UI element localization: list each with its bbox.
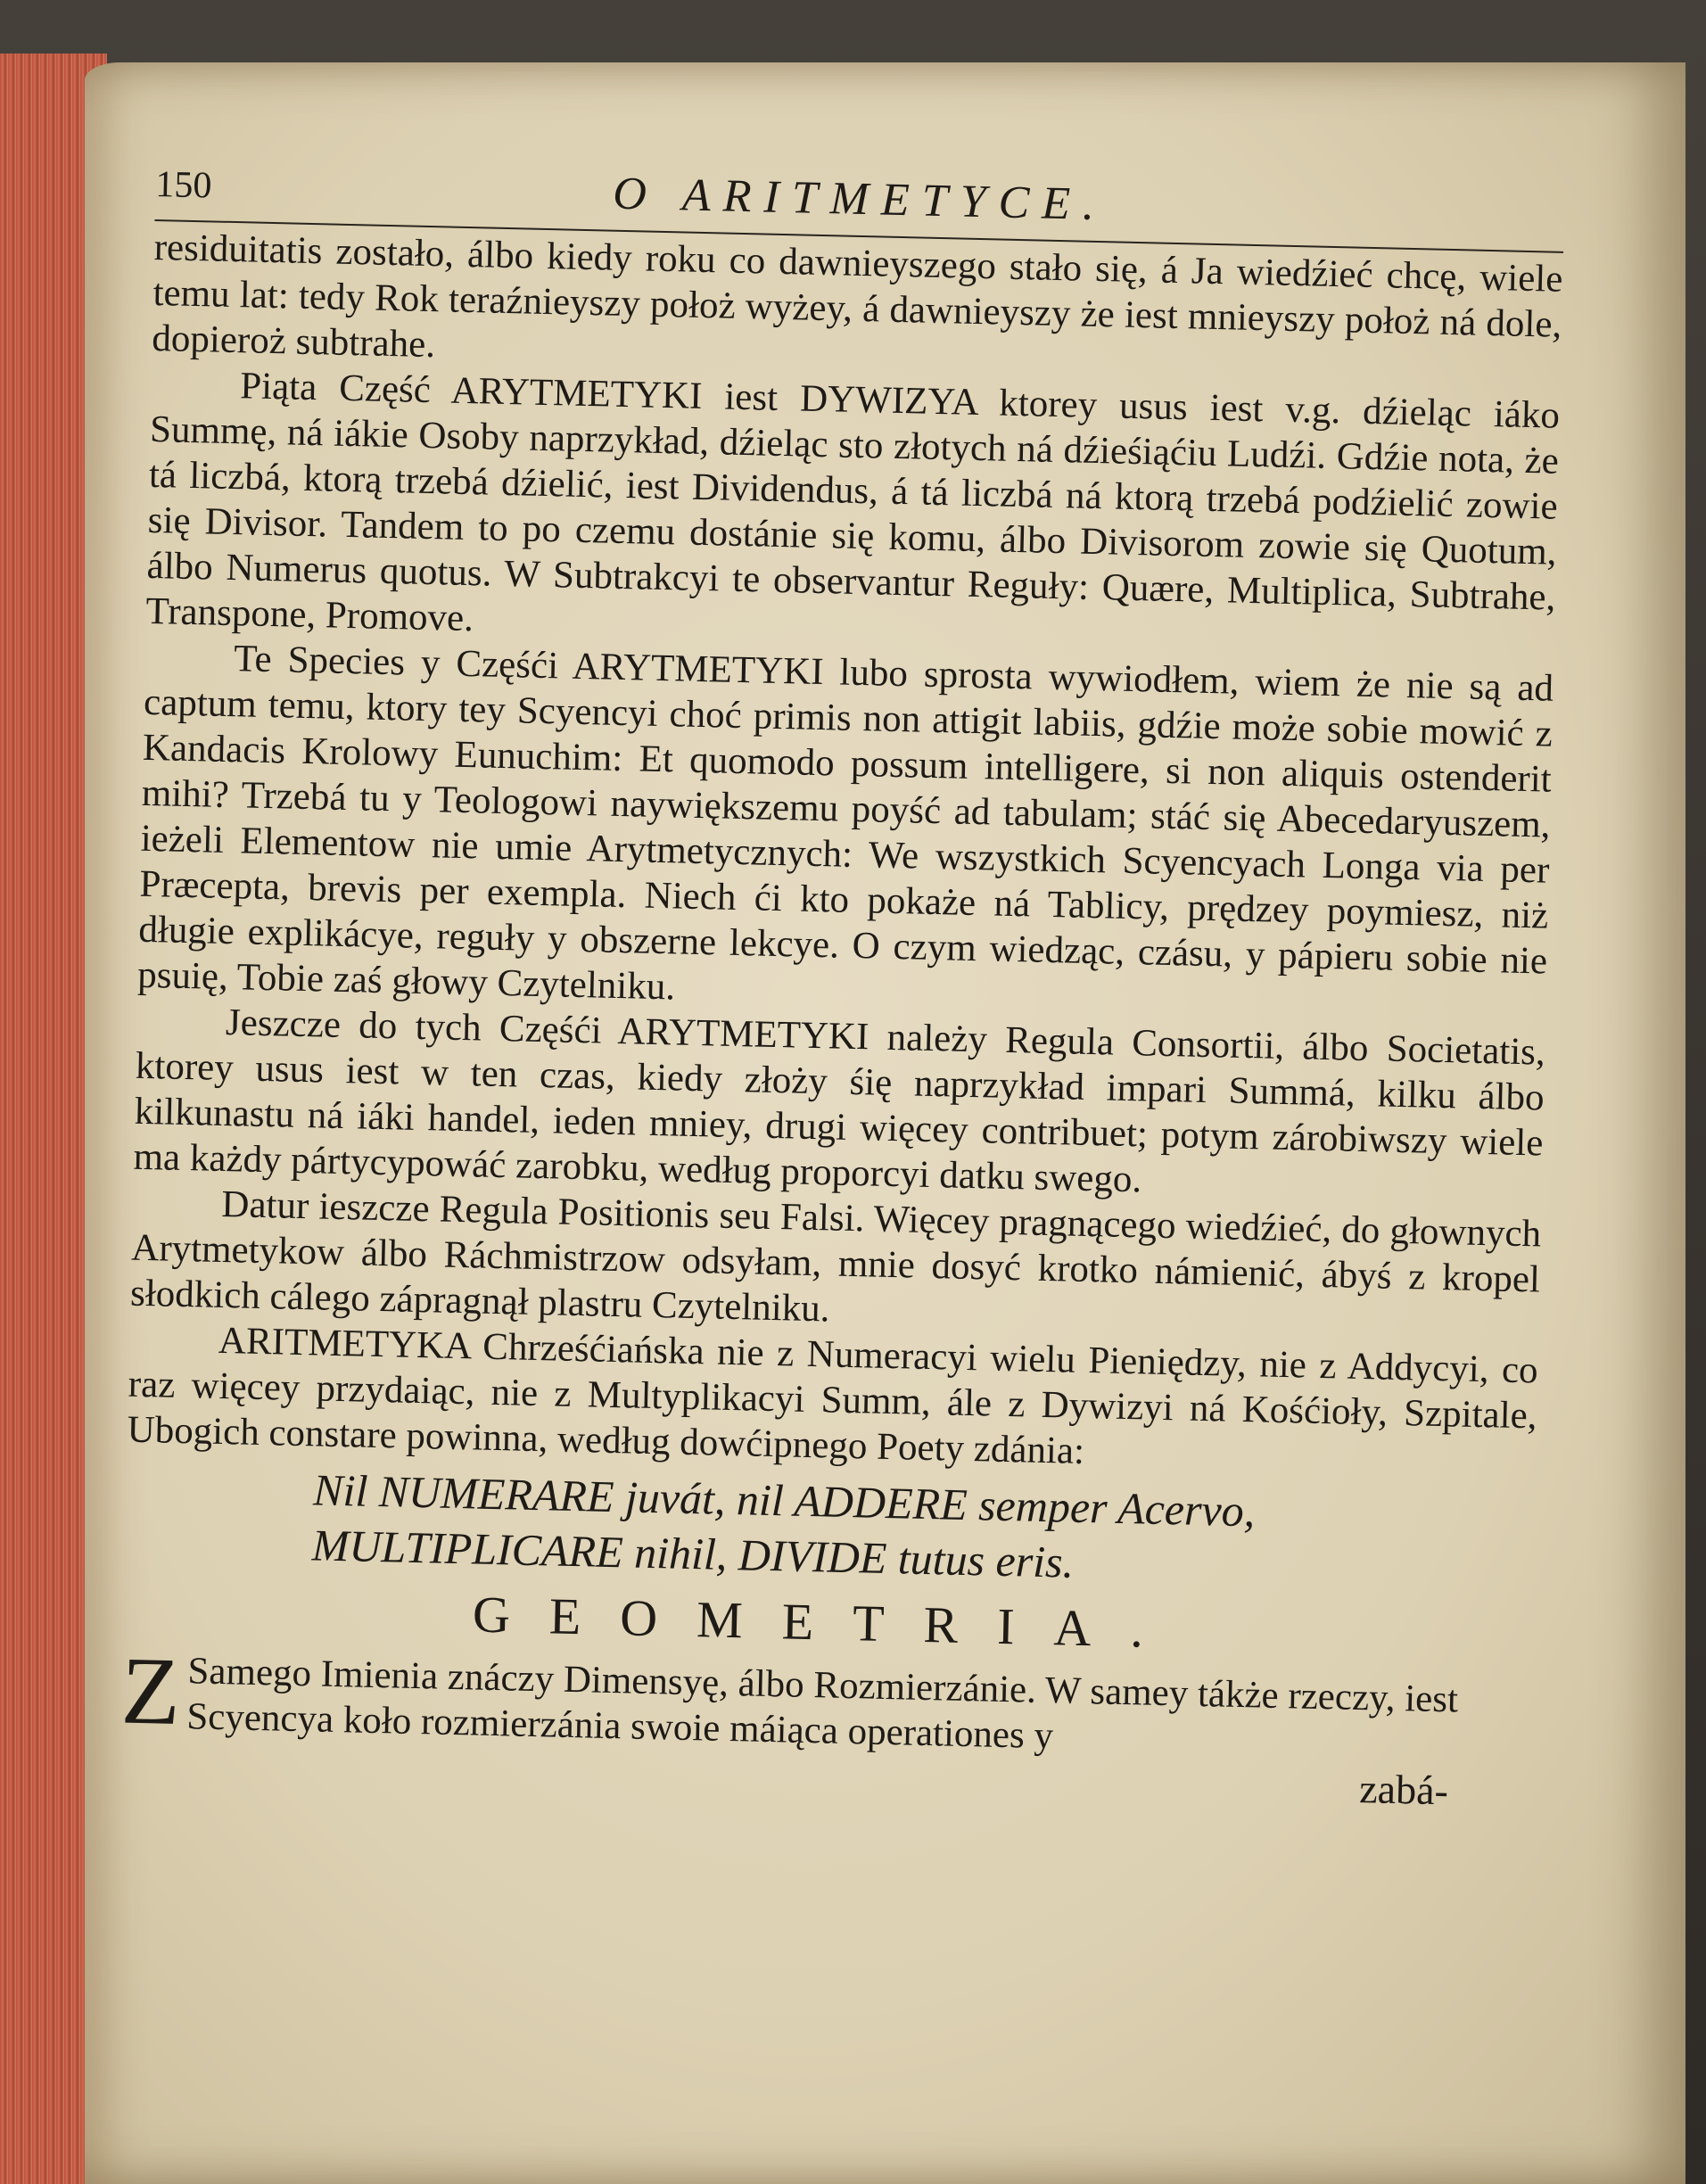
section-title: GEOMETRIA. xyxy=(472,1585,1183,1660)
paragraph-species: Te Species y Częśći ARYTMETYKI lubo sprosta wywiodłem, wiem że nie są ad captum temu, ktory tey Scyencyi choć primis non attigit labiis, gdźie może sobie mowić z Kandacis Krolowy Eunuchim: Et quomodo possum intelligere, si non aliquis ostenderit mihi? Trzebá tu y Teologowi naywiększemu poyść ad tabulam; stáć się Abecedaryuszem, ieżeli Elementow nie umie Arytmetycznych: We wszystkich Scyencyach Longa via per Præcepta, brevis per exempla. Niech ći kto pokaże ná Tablicy, prędzey poymiesz, niż długie explikácye, reguły y obszerne lekcye. O czym wiedząc, czásu, y pápieru sobie nie psuię, Tobie zaś głowy Czytelniku. xyxy=(136,638,1554,1009)
drop-cap: Z xyxy=(120,1637,182,1746)
verse-line: MULTIPLICARE nihil, DIVIDE tutus eris. xyxy=(311,1520,1075,1587)
page-number: 150 xyxy=(154,163,212,207)
running-head: O ARITMETYCE. xyxy=(612,168,1108,231)
paragraph-regula-consortii: Jeszcze do tych Częśći ARYTMETYKI należy Regula Consortii, álbo Societatis, ktorey usus iest w ten czas, kiedy złoży śię naprzykład impari Summá, kilku álbo kilkunastu ná iáki handel, ieden mniey, drugi więcey contribuet; potym zárobiwszy wiele ma każdy pártycypowáć zarobku, według proporcyi datku swego. xyxy=(133,1001,1546,1201)
paragraph-dywizya: Piąta Część ARYTMETYKI iest DYWIZYA ktorey usus iest v.g. dźieląc iáko Summę, ná iákie Osoby naprzykład, dźieląc sto złotych ná dźieśiąćiu Ludźi. Gdźie nota, że tá liczbá, ktorą trzebá dźielić, iest Dividendus, á tá liczbá ná ktorą trzebá podźielić zowie się Divisor. Tandem to po czemu dostánie się komu, álbo Divisorom zowie się Quotum, álbo Numerus quotus. W Subtrakcyi te observantur Reguły: Quære, Multiplica, Subtrahe, Transpone, Promove. xyxy=(144,365,1561,640)
text-block xyxy=(120,161,1565,1815)
paragraph-continuation: residuitatis zostało, álbo kiedy roku co dawnieyszego stało się, á Ja wiedźieć chcę, wiele temu lat: tedy Rok teraźnieyszy położ wyżey, á dawnieyszy że iest mnieyszy położ ná dole, dopieroż subtrahe. xyxy=(151,226,1563,367)
paragraph-regula-positionis: Datur ieszcze Regula Positionis seu Falsi. Więcey pragnącego wiedźieć, do głownych Arytmetykow álbo Ráchmistrzow odsyłam, mnie dosyć krotko námienić, ábyś z kropel słodkich cálego zápragnął plastru Czytelniku. xyxy=(129,1183,1542,1331)
catchword: zabá- xyxy=(1358,1766,1449,1814)
paragraph-aritmetyka-chrzescianska: ARITMETYKA Chrześćiańska nie z Numeracyi wielu Pieniędzy, nie z Addycyi, co raz więcey przydaiąc, nie z Multyplikacyi Summ, ále z Dywizyi ná Kośćioły, Szpitale, Ubogich constare powinna, według dowćipnego Poety zdánia: xyxy=(127,1319,1539,1472)
verse-line: Nil NUMERARE juvát, nil ADDERE semper Acervo, xyxy=(312,1464,1256,1537)
geometria-text: Samego Imienia znáczy Dimensyę, álbo Rozmierzánie. W samey tákże rzeczy, iest Scyencya koło rozmierzánia swoie máiąca operationes y xyxy=(185,1650,1459,1758)
verse xyxy=(311,1462,1535,1600)
book-page xyxy=(85,62,1685,2184)
